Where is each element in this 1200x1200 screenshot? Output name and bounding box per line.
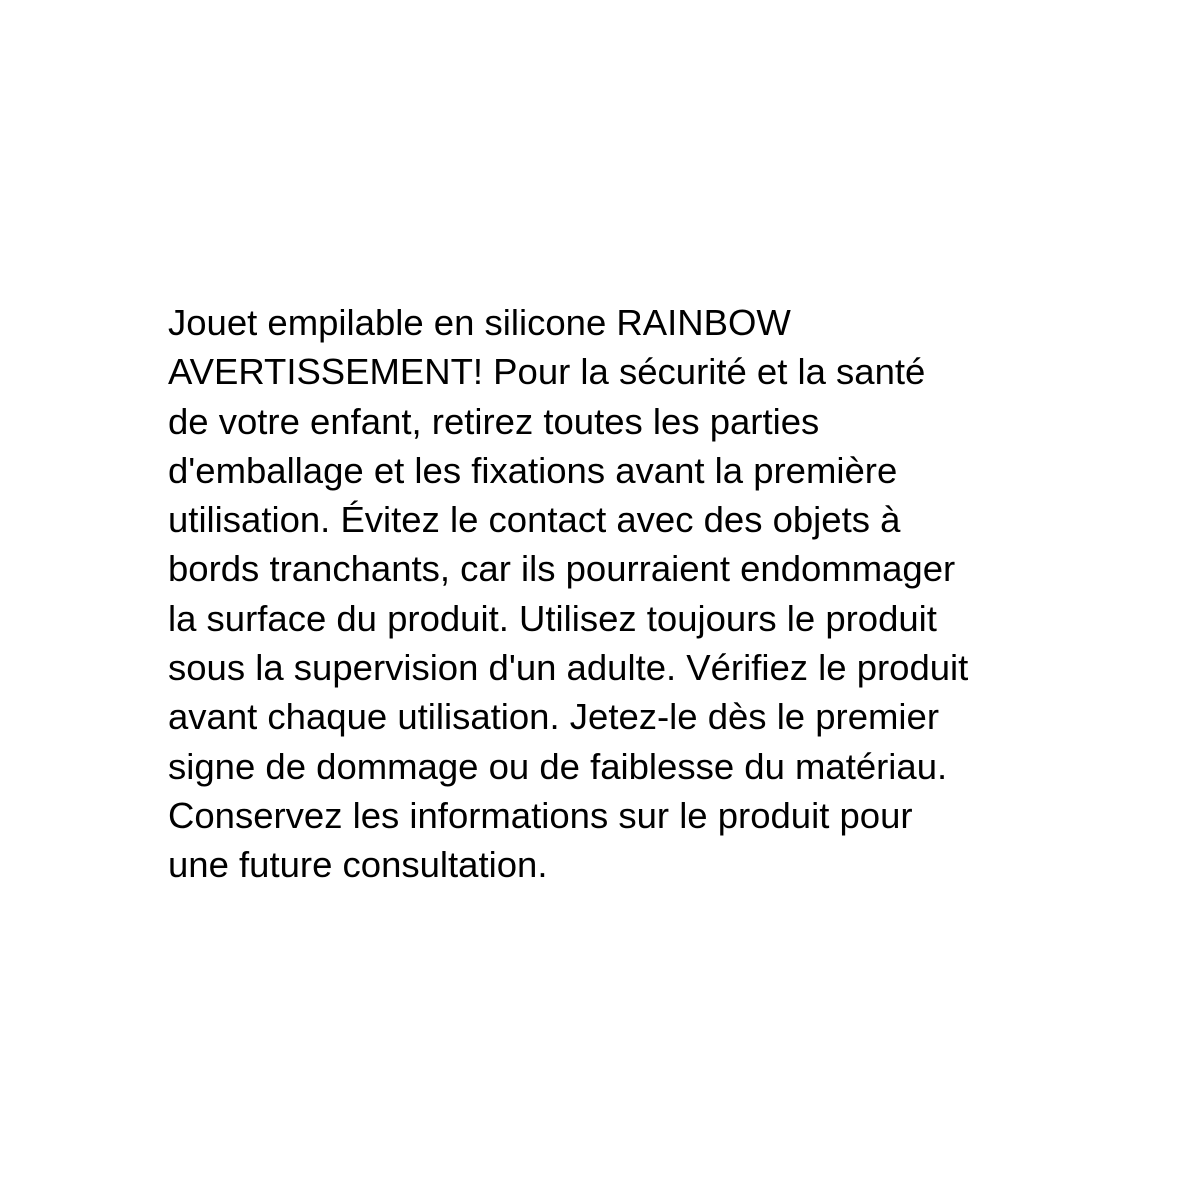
notice-line: signe de dommage ou de faiblesse du matériau. bbox=[168, 745, 948, 787]
notice-line: utilisation. Évitez le contact avec des objets à bbox=[168, 499, 901, 541]
product-title: Jouet empilable en silicone RAINBOW bbox=[168, 302, 791, 343]
product-notice bbox=[168, 298, 1168, 890]
notice-line: bords tranchants, car ils pourraient endommager bbox=[168, 548, 956, 590]
notice-line: avant chaque utilisation. Jetez-le dès le premier bbox=[168, 696, 939, 738]
notice-line: Conservez les informations sur le produit pour bbox=[168, 794, 913, 836]
notice-line: d'emballage et les fixations avant la première bbox=[168, 449, 898, 491]
notice-line: de votre enfant, retirez toutes les parties bbox=[168, 400, 820, 442]
notice-line: AVERTISSEMENT! Pour la sécurité et la santé bbox=[168, 351, 926, 393]
notice-line: la surface du produit. Utilisez toujours le produit bbox=[168, 597, 937, 639]
notice-line: une future consultation. bbox=[168, 844, 548, 886]
notice-line: sous la supervision d'un adulte. Vérifiez le produit bbox=[168, 647, 969, 689]
